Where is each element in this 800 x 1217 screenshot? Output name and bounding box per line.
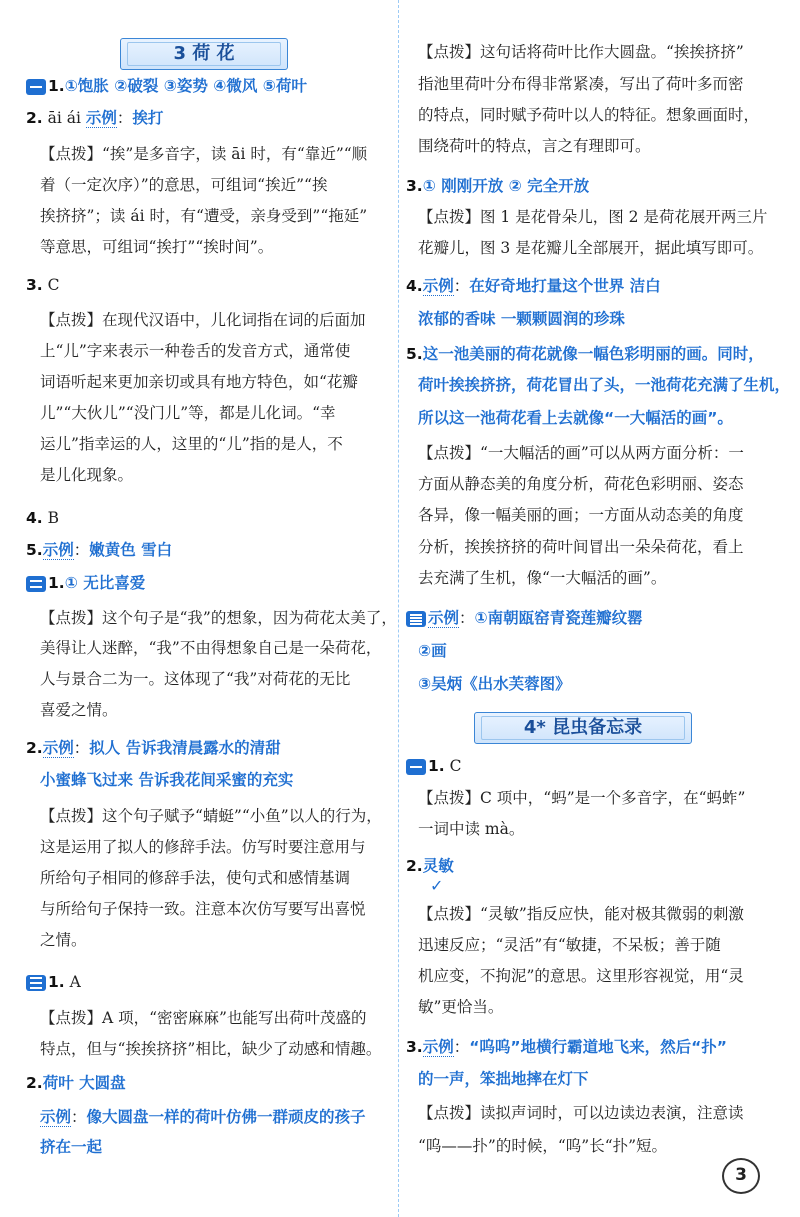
answer-line xyxy=(418,238,763,258)
answer-line xyxy=(418,1103,744,1123)
example-tag: 示例 xyxy=(42,541,74,559)
answer-line xyxy=(418,42,744,62)
answer-line xyxy=(418,474,744,494)
body-text: 【点拨】图 1 是花骨朵儿，图 2 是荷花展开两三片 xyxy=(418,208,768,226)
answer-line xyxy=(418,997,503,1017)
answer-line xyxy=(418,568,666,588)
example-tag: 示例 xyxy=(428,609,460,627)
section-number-icon xyxy=(406,759,426,775)
body-text: 喜爱之情。 xyxy=(40,701,118,719)
answer-line xyxy=(40,206,367,226)
answer-text: ②画 xyxy=(418,642,447,660)
body-text: 的特点，同时赋予荷叶以人的特征。想象画面时， xyxy=(418,106,760,124)
body-text: 美得让人迷醉，“我”不由得想象自己是一朵荷花， xyxy=(40,639,382,657)
answer-line xyxy=(418,408,733,428)
question-number: 1. xyxy=(428,757,445,775)
answer-line xyxy=(40,434,343,454)
section-heading-line: 示例：①南朝瓯窑青瓷莲瓣纹罂 xyxy=(406,608,643,628)
answer-line xyxy=(40,403,336,423)
body-text: 人与景合二为一。这体现了“我”对荷花的无比 xyxy=(40,670,351,688)
answer-line xyxy=(40,638,381,658)
answer-line xyxy=(418,788,745,808)
body-text: āi ái xyxy=(42,109,86,127)
answer-text: 告诉我清晨露水的清甜 xyxy=(125,739,281,757)
example-tag: 示例 xyxy=(422,277,454,295)
body-text: 机应变，不拘泥”的意思。这里形容视觉，用“灵 xyxy=(418,967,744,985)
answer-line xyxy=(418,505,744,525)
answer-line xyxy=(418,641,447,661)
answer-text: 荷叶 大圆盘 xyxy=(42,1074,126,1092)
body-text: 这是运用了拟人的修辞手法。仿写时要注意用与 xyxy=(40,838,366,856)
answer-line xyxy=(40,1137,102,1157)
body-text: “呜——扑”的时候，“呜”长“扑”短。 xyxy=(418,1137,668,1155)
section-heading-line xyxy=(26,972,81,992)
answer-text: ① 刚刚开放 ② 完全开放 xyxy=(422,177,590,195)
question-line: 4.示例：在好奇地打量这个世界 洁白 xyxy=(406,277,661,295)
answer-text: 所以这一池荷花看上去就像“一大幅活的画”。 xyxy=(418,409,733,427)
answer-line xyxy=(40,700,118,720)
question-line xyxy=(26,1073,126,1093)
body-text: 所给句子相同的修辞手法，使句式和感情基调 xyxy=(40,869,351,887)
answer-text: ①饱胀 ②破裂 ③姿势 ④微风 ⑤荷叶 xyxy=(64,77,307,95)
answer-line xyxy=(418,904,744,924)
body-text: 儿”“大伙儿”“没门儿”等，都是儿化词。“幸 xyxy=(40,404,336,422)
question-number: 1. xyxy=(48,574,65,592)
check-mark: ✓ xyxy=(430,876,444,895)
answer-text: 像大圆盘一样的荷叶仿佛一群顽皮的孩子 xyxy=(86,1108,366,1126)
section-number-icon xyxy=(26,576,46,592)
body-text: 【点拨】这个句子赋予“蜻蜓”“小鱼”以人的行为， xyxy=(40,807,382,825)
question-number: 3. xyxy=(406,177,423,195)
body-text: 上“儿”字来表示一种卷舌的发音方式，通常使 xyxy=(40,342,351,360)
body-text: 【点拨】A 项，“密密麻麻”也能写出荷叶茂盛的 xyxy=(40,1009,367,1027)
answer-line xyxy=(40,175,327,195)
body-text: 【点拨】在现代汉语中，儿化词指在词的后面加 xyxy=(40,311,366,329)
column-divider xyxy=(398,0,399,1217)
body-text: 方面从静态美的角度分析，荷花色彩明丽、姿态 xyxy=(418,475,744,493)
answer-text: 浓郁的香味 一颗颗圆润的珍珠 xyxy=(418,310,625,328)
answer-text: ③吴炳《出水芙蓉图》 xyxy=(418,675,571,693)
answer-line xyxy=(418,443,744,463)
question-number: 4. xyxy=(26,509,43,527)
body-text: 去充满了生机，像“一大幅活的画”。 xyxy=(418,569,667,587)
answer-line xyxy=(40,310,366,330)
question-number: 4. xyxy=(406,277,423,295)
question-number: 1. xyxy=(48,973,65,991)
answer-line xyxy=(418,309,625,329)
answer-line xyxy=(40,1039,381,1059)
lesson-title-lotus: 3 荷 花 xyxy=(120,38,288,70)
page-number: 3 xyxy=(722,1158,760,1194)
answer-line xyxy=(418,537,744,557)
answer-text: 小蜜蜂飞过来 告诉我花间采蜜的充实 xyxy=(40,771,294,789)
answer-line xyxy=(418,1136,667,1156)
body-text: 迅速反应；“灵活”有“敏捷，不呆板；善于随 xyxy=(418,936,721,954)
example-tag: 示例 xyxy=(40,1108,72,1126)
question-line: 5.示例：嫩黄色 雪白 xyxy=(26,541,173,559)
body-text: 之情。 xyxy=(40,931,87,949)
answer-line xyxy=(40,770,293,790)
question-line xyxy=(26,508,59,528)
answer-line xyxy=(40,868,350,888)
question-line xyxy=(406,176,589,196)
answer-line xyxy=(40,465,133,485)
answer-text: “呜呜”地横行霸道地飞来，然后“扑” xyxy=(469,1038,727,1056)
answer-line xyxy=(418,935,721,955)
body-text: 分析，挨挨挤挤的荷叶间冒出一朵朵荷花，看上 xyxy=(418,538,744,556)
body-text: 【点拨】“灵敏”指反应快，能对极其微弱的刺激 xyxy=(418,905,744,923)
answer-text: 这一池美丽的荷花就像一幅色彩明丽的画。同时， xyxy=(422,345,764,363)
section-heading-line xyxy=(406,756,461,776)
section-heading-line xyxy=(26,573,145,593)
answer-line xyxy=(40,237,273,257)
answer-line xyxy=(418,819,524,839)
answer-line xyxy=(40,899,366,919)
answer-line xyxy=(418,375,790,395)
answer-line xyxy=(40,144,367,164)
body-text: 【点拨】“挨”是多音字，读 āi 时，有“靠近”“顺 xyxy=(40,145,368,163)
question-number: 5. xyxy=(26,541,43,559)
question-number: 2. xyxy=(406,857,423,875)
answer-line xyxy=(418,1069,589,1089)
section-heading-line xyxy=(26,76,307,96)
question-number: 2. xyxy=(26,739,43,757)
body-text: A xyxy=(64,973,81,991)
answer-text: 嫩黄色 雪白 xyxy=(89,541,173,559)
body-text: 各异，像一幅美丽的画；一方面从动态美的角度 xyxy=(418,506,744,524)
body-text: 着（一定次序）”的意思，可组词“挨近”“挨 xyxy=(40,176,328,194)
body-text: 花瓣儿，图 3 是花瓣儿全部展开，据此填写即可。 xyxy=(418,239,764,257)
section-number-icon xyxy=(406,611,426,627)
body-text: 【点拨】读拟声词时，可以边读边表演，注意读 xyxy=(418,1104,744,1122)
answer-line: 示例：像大圆盘一样的荷叶仿佛一群顽皮的孩子 xyxy=(40,1108,366,1126)
lesson-title-insect-memo: 4* 昆虫备忘录 xyxy=(474,712,692,744)
answer-line xyxy=(418,674,571,694)
example-tag: 示例 xyxy=(85,109,117,127)
answer-text: 拟人 xyxy=(89,739,126,757)
body-text: 围绕荷叶的特点，言之有理即可。 xyxy=(418,137,651,155)
section-number-icon xyxy=(26,79,46,95)
question-line xyxy=(26,275,59,295)
answer-text: ① 无比喜爱 xyxy=(64,574,146,592)
body-text: 挨挤挤”；读 ái 时，有“遭受，亲身受到”“拖延” xyxy=(40,207,368,225)
answer-text: 在好奇地打量这个世界 洁白 xyxy=(469,277,661,295)
answer-line xyxy=(40,341,350,361)
answer-text: 的一声，笨拙地摔在灯下 xyxy=(418,1070,589,1088)
section-number-icon xyxy=(26,975,46,991)
body-text: 【点拨】这个句子是“我”的想象，因为荷花太美了， xyxy=(40,609,397,627)
question-line: 2. āi ái 示例：挨打 xyxy=(26,109,164,127)
question-number: 2. xyxy=(26,1074,43,1092)
body-text: 【点拨】C 项中，“蚂”是一个多音字，在“蚂蚱” xyxy=(418,789,746,807)
question-number: 3. xyxy=(26,276,43,294)
body-text: 一词中读 mà。 xyxy=(418,820,525,838)
answer-line xyxy=(418,105,759,125)
body-text: 特点，但与“挨挨挤挤”相比，缺少了动感和情趣。 xyxy=(40,1040,382,1058)
answer-text: ①南朝瓯窑青瓷莲瓣纹罂 xyxy=(474,609,643,627)
body-text: 等意思，可组词“挨打”“挨时间”。 xyxy=(40,238,274,256)
body-text: 【点拨】这句话将荷叶比作大圆盘。“挨挨挤挤” xyxy=(418,43,744,61)
question-number: 2. xyxy=(26,109,43,127)
body-text: C xyxy=(444,757,462,775)
answer-line xyxy=(418,966,744,986)
question-number: 3. xyxy=(406,1038,423,1056)
body-text: 运儿”指幸运的人，这里的“儿”指的是人，不 xyxy=(40,435,343,453)
body-text: 与所给句子保持一致。注意本次仿写要写出喜悦 xyxy=(40,900,366,918)
question-line: 3.示例：“呜呜”地横行霸道地飞来，然后“扑” xyxy=(406,1038,727,1056)
question-line xyxy=(406,344,764,364)
answer-line xyxy=(40,837,366,857)
answer-line xyxy=(418,207,767,227)
answer-text: 挤在一起 xyxy=(40,1138,103,1156)
body-text: 是儿化现象。 xyxy=(40,466,134,484)
answer-line xyxy=(418,74,744,94)
body-text: 指池里荷叶分布得非常紧凑，写出了荷叶多而密 xyxy=(418,75,744,93)
body-text: 敏”更恰当。 xyxy=(418,998,504,1016)
question-line xyxy=(406,856,454,876)
body-text: 【点拨】“一大幅活的画”可以从两方面分析：一 xyxy=(418,444,744,462)
answer-line xyxy=(418,136,651,156)
answer-text: 挨打 xyxy=(132,109,164,127)
answer-line xyxy=(40,608,397,628)
question-line: 2.示例：拟人 告诉我清晨露水的清甜 xyxy=(26,739,281,757)
answer-line xyxy=(40,669,350,689)
answer-line xyxy=(40,1008,366,1028)
question-number: 1. xyxy=(48,77,65,95)
body-text: C xyxy=(42,276,60,294)
example-tag: 示例 xyxy=(422,1038,454,1056)
body-text: 词语听起来更加亲切或具有地方特色，如“花瓣 xyxy=(40,373,358,391)
body-text: B xyxy=(42,509,60,527)
answer-line xyxy=(40,930,87,950)
answer-text: 荷叶挨挨挤挤，荷花冒出了头，一池荷花充满了生机， xyxy=(418,376,791,394)
example-tag: 示例 xyxy=(42,739,74,757)
answer-line xyxy=(40,372,358,392)
answer-line xyxy=(40,806,382,826)
answer-text: 灵敏 xyxy=(422,857,454,875)
question-number: 5. xyxy=(406,345,423,363)
